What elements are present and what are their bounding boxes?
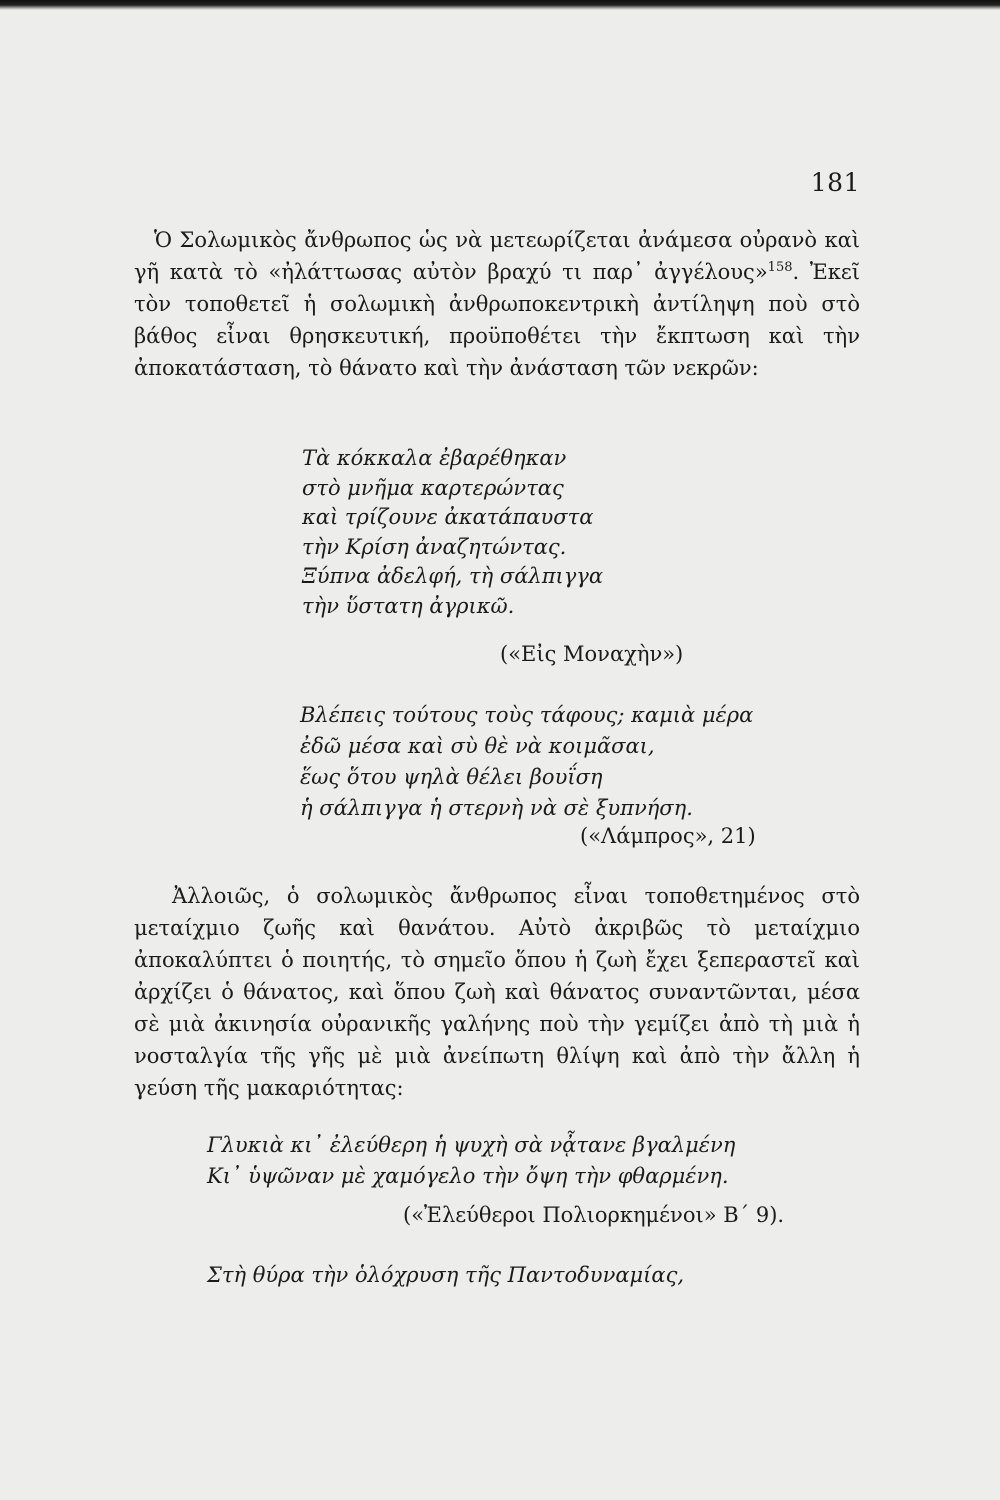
- verse-line: Κι᾽ ὑψῶναν μὲ χαμόγελο τὴν ὄψη τὴν φθαρμένη.: [207, 1164, 729, 1188]
- verse-line: καὶ τρίζουνε ἀκατάπαυστα: [302, 505, 594, 529]
- verse-line: Γλυκιὰ κι᾽ ἐλεύθερη ἡ ψυχὴ σὰ νᾆτανε βγαλμένη: [207, 1133, 736, 1157]
- verse-2-source: («Λάμπρος», 21): [580, 824, 756, 848]
- page-number: 181: [810, 168, 860, 197]
- verse-quote-4: [207, 1260, 684, 1290]
- verse-line: Βλέπεις τούτους τοὺς τάφους; καμιὰ μέρα: [300, 703, 754, 727]
- verse-quote-3: [207, 1130, 735, 1192]
- verse-line: ἕως ὅτου ψηλὰ θέλει βουΐση: [300, 765, 603, 789]
- verse-line: ἡ σάλπιγγα ἡ στερνὴ νὰ σὲ ξυπνήση.: [300, 796, 693, 820]
- paragraph-1-text-before-footnote: Ὁ Σολωμικὸς ἄνθρωπος ὡς νὰ μετεωρίζεται ἀνάμεσα οὐρανὸ καὶ γῆ κατὰ τὸ «ἠλάττωσας αὐτὸν βραχύ τι παρ᾽ ἀγγέλους»: [134, 228, 860, 284]
- verse-1-source: («Εἰς Μοναχὴν»): [500, 642, 684, 666]
- verse-line: Τὰ κόκκαλα ἐβαρέθηκαν: [302, 446, 567, 470]
- paragraph-1-text: [134, 228, 860, 380]
- scan-top-edge: [0, 0, 1000, 10]
- verse-line: τὴν ὕστατη ἀγρικῶ.: [302, 593, 515, 618]
- footnote-reference: 158: [767, 260, 793, 275]
- verse-3-source: («Ἐλεύθεροι Πολιορκημένοι» Β´ 9).: [403, 1203, 785, 1227]
- paragraph-1-text-after-footnote: . Ἐκεῖ τὸν τοποθετεῖ ἡ σολωμικὴ ἀνθρωποκεντρικὴ ἀντίληψη ποὺ στὸ βάθος εἶναι θρησκευτική, προϋποθέτει τὴν ἔκπτωση καὶ τὴν ἀποκατάσταση, τὸ θάνατο καὶ τὴν ἀνάσταση τῶν νεκρῶν:: [134, 260, 860, 380]
- verse-line: Στὴ θύρα τὴν ὁλόχρυση τῆς Παντοδυναμίας,: [207, 1263, 685, 1287]
- verse-line: τὴν Κρίση ἀναζητώντας.: [302, 534, 567, 559]
- verse-quote-2: [300, 700, 753, 824]
- verse-quote-1: [302, 444, 603, 621]
- verse-line: ἐδῶ μέσα καὶ σὺ θὲ νὰ κοιμᾶσαι,: [300, 734, 655, 758]
- verse-line: Ξύπνα ἀδελφή, τὴ σάλπιγγα: [302, 564, 604, 588]
- paragraph-1: [134, 224, 860, 384]
- verse-line: στὸ μνῆμα καρτερώντας: [302, 475, 564, 500]
- paragraph-2: Ἀλλοιῶς, ὁ σολωμικὸς ἄνθρωπος εἶναι τοποθετημένος στὸ μεταίχμιο ζωῆς καὶ θανάτου. Αὐτὸ ἀκριβῶς τὸ μεταίχμιο ἀποκαλύπτει ὁ ποιητής, τὸ σημεῖο ὅπου ἡ ζωὴ ἔχει ξεπεραστεῖ καὶ ἀρχίζει ὁ θάνατος, καὶ ὅπου ζωὴ καὶ θάνατος συναντῶνται, μέσα σὲ μιὰ ἀκινησία οὐρανικῆς γαλήνης ποὺ τὴν γεμίζει ἀπὸ τὴ μιὰ ἡ νοσταλγία τῆς γῆς μὲ μιὰ ἀνείπωτη θλίψη καὶ ἀπὸ τὴν ἄλλη ἡ γεύση τῆς μακαριότητας:: [134, 884, 860, 1100]
